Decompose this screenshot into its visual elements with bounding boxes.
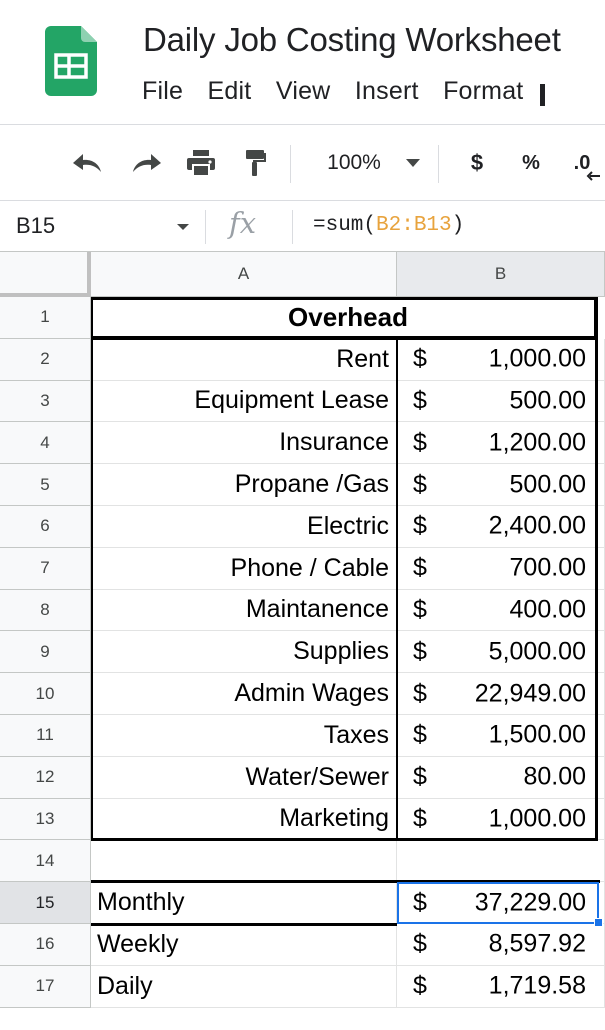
currency-symbol: $ [413, 595, 427, 624]
cell-b16[interactable] [397, 924, 605, 966]
cell-a15[interactable]: Monthly [91, 882, 397, 924]
cell-value: 1,000.00 [488, 804, 586, 833]
border-left-header [91, 297, 93, 339]
currency-format-button[interactable]: $ [470, 150, 484, 175]
currency-symbol: $ [413, 470, 427, 499]
currency-symbol: $ [413, 762, 427, 791]
cell-b11[interactable] [397, 715, 605, 757]
cell-b7[interactable] [397, 548, 605, 590]
menu-view[interactable]: View [275, 77, 331, 105]
row-header[interactable]: 5 [0, 464, 91, 506]
border-left [91, 339, 93, 841]
currency-symbol: $ [413, 344, 427, 373]
row-header[interactable]: 16 [0, 924, 91, 966]
cell-value: 8,597.92 [488, 929, 586, 958]
document-title[interactable]: Daily Job Costing Worksheet [143, 21, 561, 58]
chevron-down-icon[interactable] [400, 125, 426, 201]
menu-insert[interactable]: Insert [354, 77, 419, 105]
cell-value: 80.00 [523, 762, 586, 791]
row-header[interactable]: 6 [0, 506, 91, 548]
cell-a9[interactable]: Supplies [91, 631, 397, 673]
menu-bar [142, 77, 545, 109]
cell-b5[interactable] [397, 464, 605, 506]
currency-symbol: $ [413, 888, 427, 917]
cell-a7[interactable]: Phone / Cable [91, 548, 397, 590]
cell-b8[interactable] [397, 590, 605, 632]
currency-symbol: $ [413, 553, 427, 582]
percent-format-button[interactable]: % [522, 151, 540, 174]
border-middle [396, 339, 398, 841]
formula-divider [205, 210, 206, 244]
menu-overflow-glyph [540, 84, 545, 106]
menu-format[interactable]: Format [443, 77, 524, 105]
spreadsheet-grid [0, 252, 605, 1030]
cell-b9[interactable] [397, 631, 605, 673]
cell-b10[interactable] [397, 673, 605, 715]
cell-value: 500.00 [509, 470, 586, 499]
cell-a10[interactable]: Admin Wages [91, 673, 397, 715]
paint-format-icon[interactable] [235, 125, 275, 201]
cell-value: 500.00 [509, 386, 586, 415]
cell-value: 1,500.00 [488, 720, 586, 749]
row-header[interactable]: 3 [0, 381, 91, 423]
column-header-b[interactable]: B [397, 252, 605, 297]
cell-a13[interactable]: Marketing [91, 799, 397, 841]
google-sheets-icon[interactable] [45, 26, 97, 96]
cell-a12[interactable]: Water/Sewer [91, 757, 397, 799]
currency-symbol: $ [413, 511, 427, 540]
row-header[interactable]: 10 [0, 673, 91, 715]
zoom-select[interactable] [314, 125, 394, 201]
currency-symbol: $ [413, 720, 427, 749]
border-monthly-bottom [91, 923, 397, 926]
toolbar [0, 124, 605, 200]
cell-b6[interactable] [397, 506, 605, 548]
border-header-bottom [91, 336, 597, 340]
cell-a11[interactable]: Taxes [91, 715, 397, 757]
cell-value: 1,719.58 [488, 971, 586, 1000]
cell-a3[interactable]: Equipment Lease [91, 381, 397, 423]
cell-a14[interactable] [91, 840, 397, 882]
formula-input[interactable]: =sum(B2:B13) [313, 214, 465, 237]
formula-range-ref: B2:B13 [376, 214, 452, 237]
formula-bar [0, 200, 605, 252]
row-header[interactable]: 1 [0, 297, 91, 339]
toolbar-divider [290, 145, 291, 183]
overhead-header-cell[interactable]: Overhead [288, 302, 408, 333]
row-header[interactable]: 12 [0, 757, 91, 799]
border-bottom [91, 838, 598, 841]
border-top [91, 297, 597, 300]
print-icon[interactable] [179, 125, 223, 201]
cell-selection-outline [397, 882, 599, 924]
cell-b14[interactable] [397, 840, 605, 882]
column-header-a[interactable]: A [91, 252, 397, 297]
fx-icon: fx [229, 206, 257, 240]
cell-value: 37,229.00 [474, 888, 586, 917]
cell-a8[interactable]: Maintanence [91, 590, 397, 632]
cell-b17[interactable] [397, 966, 605, 1008]
cell-b12[interactable] [397, 757, 605, 799]
row-header[interactable]: 13 [0, 799, 91, 841]
row-header[interactable]: 7 [0, 548, 91, 590]
cell-a5[interactable]: Propane /Gas [91, 464, 397, 506]
undo-icon[interactable] [66, 125, 110, 201]
row-header[interactable]: 14 [0, 840, 91, 882]
arrow-left-icon [586, 171, 600, 181]
menu-edit[interactable]: Edit [207, 77, 252, 105]
row-header[interactable]: 11 [0, 715, 91, 757]
currency-symbol: $ [413, 386, 427, 415]
cell-value: 400.00 [509, 595, 586, 624]
cell-b3[interactable] [397, 381, 605, 423]
row-header[interactable]: 17 [0, 966, 91, 1008]
cell-b4[interactable] [397, 422, 605, 464]
cell-a2[interactable]: Rent [91, 339, 397, 381]
row-header[interactable]: 9 [0, 631, 91, 673]
cell-value: 22,949.00 [474, 679, 586, 708]
currency-symbol: $ [413, 428, 427, 457]
redo-icon[interactable] [124, 125, 168, 201]
cell-a4[interactable]: Insurance [91, 422, 397, 464]
decrease-decimal-button[interactable]: .0 [562, 125, 602, 201]
select-all-corner[interactable] [0, 252, 91, 297]
currency-symbol: $ [413, 929, 427, 958]
currency-symbol: $ [413, 637, 427, 666]
cell-value: 1,000.00 [488, 344, 586, 373]
cell-value: 5,000.00 [488, 637, 586, 666]
currency-symbol: $ [413, 804, 427, 833]
menu-file[interactable]: File [142, 77, 184, 105]
toolbar-divider [438, 145, 439, 183]
cell-value: 1,200.00 [488, 428, 586, 457]
currency-symbol: $ [413, 971, 427, 1000]
cell-a16[interactable]: Weekly [91, 924, 397, 966]
cell-b2[interactable] [397, 339, 605, 381]
row-header[interactable]: 15 [0, 882, 91, 924]
cell-a17[interactable]: Daily [91, 966, 397, 1008]
currency-symbol: $ [413, 679, 427, 708]
name-box[interactable]: B15 [16, 213, 56, 238]
fill-handle[interactable] [594, 918, 603, 927]
row-header[interactable]: 2 [0, 339, 91, 381]
formula-divider [292, 210, 293, 244]
border-right-header [594, 297, 598, 339]
row-header[interactable]: 4 [0, 422, 91, 464]
zoom-value: 100% [327, 151, 381, 174]
border-right [595, 339, 598, 841]
title-bar [0, 0, 605, 124]
cell-value: 2,400.00 [488, 511, 586, 540]
row-header[interactable]: 8 [0, 590, 91, 632]
chevron-down-icon[interactable] [177, 224, 189, 230]
cell-value: 700.00 [509, 553, 586, 582]
cell-a6[interactable]: Electric [91, 506, 397, 548]
cell-b13[interactable] [397, 799, 605, 841]
